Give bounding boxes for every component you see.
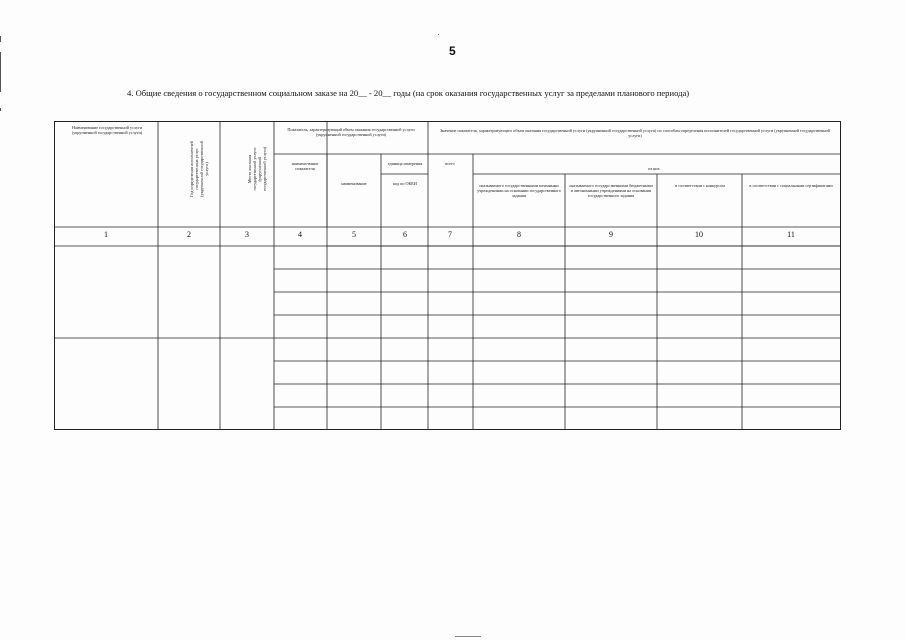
header-total: всего: [445, 161, 455, 166]
column-number-11: 11: [787, 230, 795, 239]
header-unit-name: наименование: [341, 181, 367, 186]
section-title: 4. Общие сведения о государственном социальном заказе на 20__ - 20__ годы (на срок оказания государственных услуг за пределами планового периода): [127, 88, 690, 98]
header-competition: в соответствии с конкурсом: [675, 183, 725, 188]
scan-bottom-mark: [455, 636, 481, 637]
column-number-3: 3: [245, 230, 249, 239]
scan-speck: [438, 34, 439, 35]
column-number-6: 6: [403, 230, 407, 239]
header-indicator-group: Показатель, характеризующий объем оказания государственной услуги (укрупненной государственной услуги): [287, 127, 415, 138]
scan-edge-mark: [0, 36, 1, 42]
header-value-group: Значение показателя, характеризующего объем оказания государственной услуги (укрупненной государственной услуги) по способам определения исполнителей государственной услуги (укрупненной государственной услуги): [440, 128, 830, 139]
state-order-table: Наименование государственной услуги (укрупненной государственной услуги) Год определения исполнителей государственных услуг (укрупненной государственной услуги) Место оказания государственной услуги (укрупненной государственной услуги) Показатель, характеризующий объем оказания государственной услуги (укрупненной государственной услуги) наимено-вание показателя единица измерения наименование код по ОКЕИ Значение показателя, характеризующего объем оказания государственной услуги (укрупненной государственной услуги) по способам определения исполнителей государственной услуги (укрупненной государственной услуги) всего из них оказываемого государственными казенными учреждениями на основании государственного задания оказываемого государственными бюджетными и автономными учреждениями на основании государственного задания в соответствии с конкурсом в соответствии с социальными сертификатами 1 2 3 4 5 6 7 8 9 10 11: [54, 121, 841, 430]
header-service-name: Наименование государственной услуги (укрупненной государственной услуги): [71, 125, 143, 136]
column-number-1: 1: [104, 230, 108, 239]
data-rows[interactable]: [54, 246, 841, 430]
header-of-them: из них: [648, 166, 660, 171]
column-number-4: 4: [298, 230, 302, 239]
header-budget-institutions: оказываемого государственными бюджетными и автономными учреждениями на основании государственного задания: [569, 183, 653, 199]
column-number-10: 10: [695, 230, 703, 239]
header-state-institutions: оказываемого государственными казенными учреждениями на основании государственного задания: [477, 183, 561, 199]
header-unit-group: единица измерения: [387, 161, 423, 166]
column-number-2: 2: [187, 230, 191, 239]
header-certificates: в соответствии с социальными сертификатами: [749, 183, 833, 188]
scan-edge-mark: [0, 52, 1, 92]
page-number: 5: [449, 44, 456, 58]
scan-edge-mark: [0, 108, 1, 111]
column-number-9: 9: [609, 230, 613, 239]
column-number-5: 5: [352, 230, 356, 239]
header-indicator-name: наимено-вание показателя: [291, 161, 319, 172]
column-number-7: 7: [448, 230, 452, 239]
column-number-8: 8: [517, 230, 521, 239]
header-unit-okei: код по ОКЕИ: [393, 181, 417, 186]
